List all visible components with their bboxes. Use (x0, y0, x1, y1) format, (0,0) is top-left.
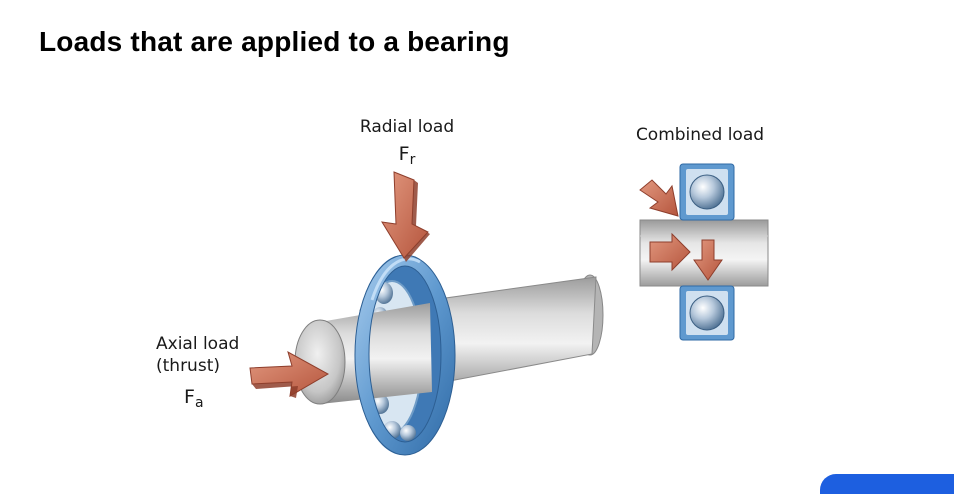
radial-load-label: Radial load (359, 117, 455, 137)
axial-symbol-letter: F (184, 386, 195, 408)
axial-load-label (156, 333, 239, 377)
combined-load-illustration (640, 164, 768, 340)
axial-symbol-subscript: a (194, 395, 204, 411)
radial-symbol-letter: F (398, 143, 410, 165)
radial-load-arrow (382, 172, 430, 262)
radial-symbol-subscript: r (409, 152, 416, 168)
corner-accent-bar (820, 474, 954, 494)
radial-load-symbol (392, 143, 422, 171)
combined-load-label: Combined load (635, 125, 765, 145)
bearing-shaft-illustration (295, 255, 603, 455)
axial-load-symbol (184, 386, 204, 414)
axial-load-label-line1: Axial load (156, 334, 240, 354)
axial-load-label-line2: (thrust) (156, 356, 220, 376)
slide-title: Loads that are applied to a bearing (39, 26, 510, 57)
